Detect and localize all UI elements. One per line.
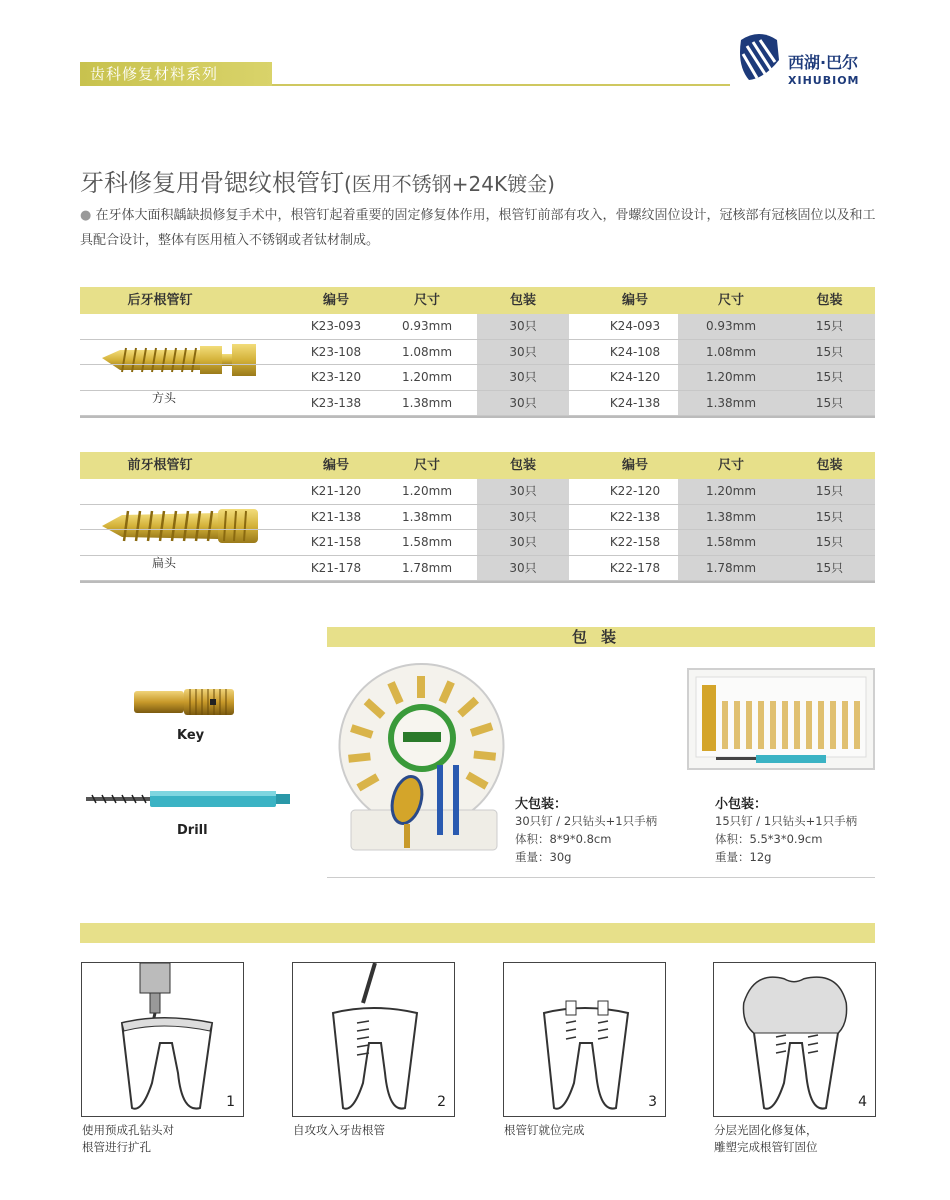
product-label: 扁头 xyxy=(152,556,177,570)
step-3-illustration xyxy=(503,962,666,1117)
cell-size: 1.38mm xyxy=(678,391,784,416)
header-code: 编号 xyxy=(322,293,349,308)
cell-code: K23-120 xyxy=(310,370,362,384)
tooth-posts-placed-icon xyxy=(504,963,665,1116)
step-2-illustration xyxy=(292,962,455,1117)
spec-weight: 重量：12g xyxy=(715,850,772,864)
spec-weight: 重量：30g xyxy=(515,850,572,864)
cell-code: K23-138 xyxy=(310,395,362,410)
large-package-specs xyxy=(515,793,657,866)
drill-tool-image xyxy=(84,788,292,810)
header-code: 编号 xyxy=(621,293,648,308)
cell-pack: 30只 xyxy=(477,505,569,530)
cell-code: K24-108 xyxy=(609,344,661,359)
table-row xyxy=(80,391,875,417)
cell-size: 1.20mm xyxy=(678,479,784,504)
step-1-caption xyxy=(82,1122,174,1156)
caption-line: 分层光固化修复体， xyxy=(714,1123,818,1137)
logo-chinese-name: 西湖·巴尔 xyxy=(788,53,859,72)
table-row xyxy=(80,479,875,505)
cell-size: 0.93mm xyxy=(401,319,453,333)
cell-pack: 30只 xyxy=(477,479,569,504)
table-body xyxy=(80,479,875,581)
cell-code: K24-093 xyxy=(609,319,661,333)
cell-size: 1.38mm xyxy=(678,505,784,530)
intro-text: 在牙体大面积龋缺损修复手术中，根管钉起着重要的固定修复体作用，根管钉前部有攻入，骨螺纹固位设计，冠核部有冠核固位以及和工具配合设计，整体有医用植入不锈钢或者钛材制成。 xyxy=(80,208,876,248)
step-number: 1 xyxy=(226,1094,235,1110)
tooth-drill-icon xyxy=(82,963,243,1116)
cell-size: 1.20mm xyxy=(678,365,784,390)
tooth-tapping-icon xyxy=(293,963,454,1116)
cell-pack: 15只 xyxy=(784,340,875,365)
page-title xyxy=(80,163,555,198)
step-3-caption xyxy=(504,1122,585,1139)
cell-size: 1.20mm xyxy=(401,484,453,498)
caption-line: 使用预成孔钻头对 xyxy=(82,1123,174,1137)
cell-code: K24-138 xyxy=(609,395,661,410)
title-sub: (医用不锈钢+24K镀金) xyxy=(344,172,555,196)
step-2-caption xyxy=(293,1122,385,1139)
header-pack: 包装 xyxy=(509,458,536,473)
series-divider xyxy=(272,84,730,86)
caption-line: 根管进行扩孔 xyxy=(82,1140,151,1154)
cell-pack: 30只 xyxy=(477,340,569,365)
step-number: 3 xyxy=(648,1094,657,1110)
cell-pack: 15只 xyxy=(784,479,875,504)
packaging-divider xyxy=(327,877,875,878)
caption-line: 自攻攻入牙齿根管 xyxy=(293,1123,385,1137)
step-4-illustration xyxy=(713,962,876,1117)
header-size: 尺寸 xyxy=(413,458,440,473)
product-label: 方头 xyxy=(152,391,177,405)
cell-code: K21-138 xyxy=(310,509,362,524)
table-row xyxy=(80,556,875,582)
caption-line: 雕塑完成根管钉固位 xyxy=(714,1140,818,1154)
procedure-header-bar xyxy=(80,923,875,943)
spec-contents: 30只钉 / 2只钻头+1只手柄 xyxy=(515,814,658,828)
header-size: 尺寸 xyxy=(717,293,744,308)
cell-size: 1.20mm xyxy=(401,370,453,384)
cell-size: 1.58mm xyxy=(401,535,453,549)
xihubiom-logo-icon xyxy=(735,30,783,82)
series-banner: 齿科修复材料系列 xyxy=(80,62,272,86)
bullet-icon: ● xyxy=(80,208,92,223)
header-code: 编号 xyxy=(322,458,349,473)
cell-code: K24-120 xyxy=(609,370,661,384)
caption-line: 根管钉就位完成 xyxy=(504,1123,585,1137)
cell-size: 1.58mm xyxy=(678,530,784,555)
step-number: 2 xyxy=(437,1094,446,1110)
table-bottom-rule xyxy=(80,581,875,583)
cell-size: 0.93mm xyxy=(678,314,784,339)
large-package-image xyxy=(337,660,507,855)
key-tool-image xyxy=(130,685,240,719)
header-pack: 包装 xyxy=(816,293,843,308)
tooth-restored-icon xyxy=(714,963,875,1116)
cell-pack: 15只 xyxy=(784,365,875,390)
cell-pack: 30只 xyxy=(477,365,569,390)
header-pack: 包装 xyxy=(816,458,843,473)
header-size: 尺寸 xyxy=(413,293,440,308)
spec-contents: 15只钉 / 1只钻头+1只手柄 xyxy=(715,814,858,828)
header-pack: 包装 xyxy=(509,293,536,308)
table-header xyxy=(80,452,875,479)
small-package-specs xyxy=(715,793,857,866)
cell-size: 1.08mm xyxy=(678,340,784,365)
cell-code: K21-120 xyxy=(310,484,362,498)
cell-size: 1.78mm xyxy=(401,560,453,575)
logo-english-name: XIHUBIOM xyxy=(788,74,860,87)
posterior-post-table xyxy=(80,287,875,418)
cell-size: 1.78mm xyxy=(678,556,784,581)
table-header xyxy=(80,287,875,314)
spec-volume: 体积：5.5*3*0.9cm xyxy=(715,832,823,846)
table-bottom-rule xyxy=(80,416,875,418)
packaging-header: 包装 xyxy=(327,627,875,647)
key-label: Key xyxy=(177,728,205,743)
cell-code: K23-093 xyxy=(310,319,362,333)
spec-title: 大包装： xyxy=(515,797,568,812)
drill-label: Drill xyxy=(177,823,208,838)
intro-paragraph xyxy=(80,203,880,253)
header-product: 后牙根管钉 xyxy=(127,293,193,308)
step-number: 4 xyxy=(858,1094,867,1110)
cell-code: K22-138 xyxy=(609,509,661,524)
cell-code: K21-178 xyxy=(310,560,362,575)
cell-code: K21-158 xyxy=(310,535,362,549)
spec-volume: 体积：8*9*0.8cm xyxy=(515,832,612,846)
cell-code: K22-178 xyxy=(609,560,661,575)
cell-size: 1.08mm xyxy=(401,344,453,359)
cell-pack: 30只 xyxy=(477,556,569,581)
table-row xyxy=(80,314,875,340)
cell-pack: 15只 xyxy=(784,391,875,416)
header-product: 前牙根管钉 xyxy=(127,458,193,473)
cell-code: K22-158 xyxy=(609,535,661,549)
table-body xyxy=(80,314,875,416)
step-1-illustration xyxy=(81,962,244,1117)
cell-pack: 30只 xyxy=(477,314,569,339)
table-row xyxy=(80,505,875,531)
small-package-image xyxy=(686,667,876,771)
anterior-post-table xyxy=(80,452,875,583)
cell-size: 1.38mm xyxy=(401,395,453,410)
cell-pack: 15只 xyxy=(784,556,875,581)
table-row xyxy=(80,365,875,391)
cell-code: K23-108 xyxy=(310,344,362,359)
cell-code: K22-120 xyxy=(609,484,661,498)
step-4-caption xyxy=(714,1122,818,1156)
header-code: 编号 xyxy=(621,458,648,473)
table-row xyxy=(80,340,875,366)
table-row xyxy=(80,530,875,556)
cell-pack: 15只 xyxy=(784,314,875,339)
cell-pack: 15只 xyxy=(784,505,875,530)
title-main: 牙科修复用骨锶纹根管钉 xyxy=(80,169,344,197)
header-size: 尺寸 xyxy=(717,458,744,473)
cell-pack: 30只 xyxy=(477,391,569,416)
cell-pack: 15只 xyxy=(784,530,875,555)
spec-title: 小包装： xyxy=(715,797,768,812)
cell-pack: 30只 xyxy=(477,530,569,555)
cell-size: 1.38mm xyxy=(401,509,453,524)
